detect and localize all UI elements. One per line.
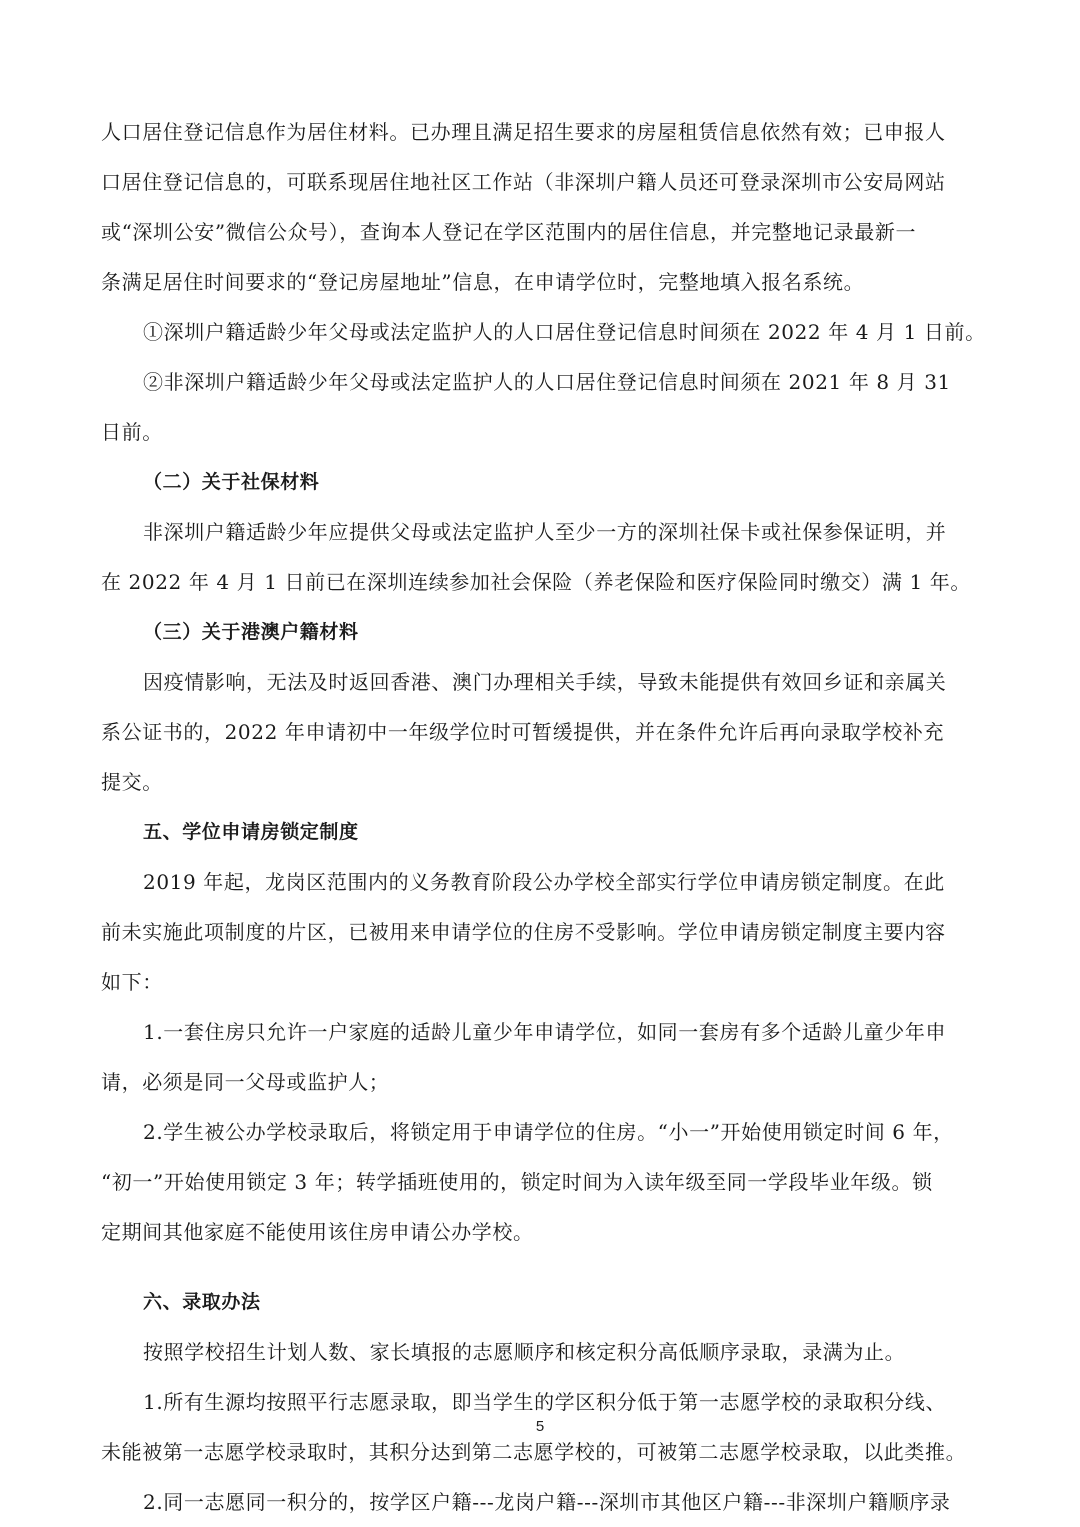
paragraph-line: 口居住登记信息的，可联系现居住地社区工作站（非深圳户籍人员还可登录深圳市公安局网站: [101, 170, 946, 194]
page-number: 5: [535, 1418, 545, 1435]
paragraph-line: 前未实施此项制度的片区，已被用来申请学位的住房不受影响。学位申请房锁定制度主要内容: [101, 920, 946, 944]
paragraph-line: 1.所有生源均按照平行志愿录取，即当学生的学区积分低于第一志愿学校的录取积分线、: [143, 1390, 947, 1414]
paragraph-line: 条满足居住时间要求的“登记房屋地址”信息，在申请学位时，完整地填入报名系统。: [101, 270, 865, 294]
paragraph-line: 未能被第一志愿学校录取时，其积分达到第二志愿学校的，可被第二志愿学校录取，以此类推。: [101, 1440, 967, 1464]
paragraph-line: 或“深圳公安”微信公众号），查询本人登记在学区范围内的居住信息，并完整地记录最新一: [101, 220, 917, 244]
paragraph-line: 提交。: [101, 770, 163, 794]
paragraph-line: 2.同一志愿同一积分的，按学区户籍---龙岗户籍---深圳市其他区户籍---非深圳户籍顺序录: [143, 1490, 951, 1514]
paragraph-line: 请，必须是同一父母或监护人；: [101, 1070, 390, 1094]
paragraph-line: 1.一套住房只允许一户家庭的适龄儿童少年申请学位，如同一套房有多个适龄儿童少年申: [143, 1020, 947, 1044]
paragraph-line: ②非深圳户籍适龄少年父母或法定监护人的人口居住登记信息时间须在 2021 年 8 月 31: [143, 370, 951, 394]
section-heading: 五、学位申请房锁定制度: [143, 821, 359, 843]
section-heading: 六、录取办法: [143, 1291, 261, 1313]
section-heading: （三）关于港澳户籍材料: [143, 621, 359, 643]
paragraph-line: “初一”开始使用锁定 3 年；转学插班使用的，锁定时间为入读年级至同一学段毕业年级。锁: [101, 1170, 933, 1194]
paragraph-line: 人口居住登记信息作为居住材料。已办理且满足招生要求的房屋租赁信息依然有效；已申报人: [101, 120, 946, 144]
paragraph-line: 2019 年起，龙岗区范围内的义务教育阶段公办学校全部实行学位申请房锁定制度。在此: [143, 870, 945, 894]
paragraph-line: 在 2022 年 4 月 1 日前已在深圳连续参加社会保险（养老保险和医疗保险同时缴交）满 1 年。: [101, 570, 971, 594]
paragraph-line: 日前。: [101, 420, 163, 444]
paragraph-line: 2.学生被公办学校录取后，将锁定用于申请学位的住房。“小一”开始使用锁定时间 6 年，: [143, 1120, 954, 1144]
section-heading: （二）关于社保材料: [143, 471, 320, 493]
paragraph-line: 按照学校招生计划人数、家长填报的志愿顺序和核定积分高低顺序录取，录满为止。: [143, 1340, 906, 1364]
paragraph-line: 因疫情影响，无法及时返回香港、澳门办理相关手续，导致未能提供有效回乡证和亲属关: [143, 670, 947, 694]
paragraph-line: ①深圳户籍适龄少年父母或法定监护人的人口居住登记信息时间须在 2022 年 4 月 1 日前。: [143, 320, 986, 344]
paragraph-line: 系公证书的，2022 年申请初中一年级学位时可暂缓提供，并在条件允许后再向录取学校补充: [101, 720, 945, 744]
paragraph-line: 定期间其他家庭不能使用该住房申请公办学校。: [101, 1220, 534, 1244]
paragraph-line: 如下：: [101, 970, 163, 994]
paragraph-line: 非深圳户籍适龄少年应提供父母或法定监护人至少一方的深圳社保卡或社保参保证明，并: [143, 520, 947, 544]
